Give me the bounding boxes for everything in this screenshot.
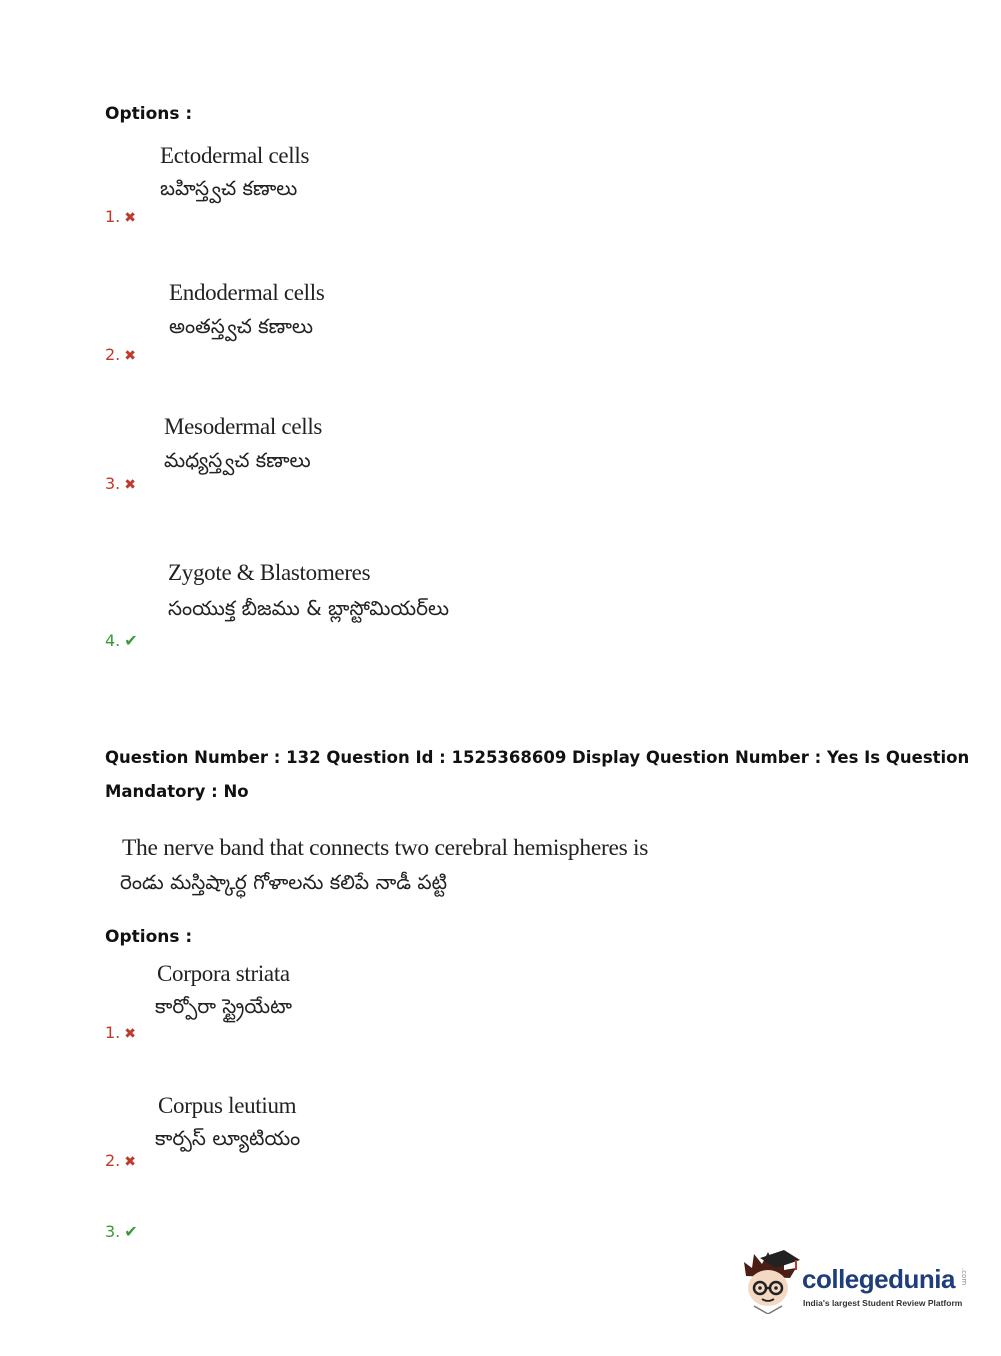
option-number: 3. [105,474,121,493]
cross-icon: ✖ [124,348,136,364]
option-number: 2. [105,1151,121,1170]
options-label: Options : [105,927,193,947]
collegedunia-logo [740,1248,970,1318]
option-number: 1. [105,207,121,226]
check-icon: ✔ [124,631,138,650]
options-label: Options : [105,104,193,124]
option-2-number [105,1151,136,1170]
option-4-english: Zygote & Blastomeres [168,560,371,585]
question-meta [105,741,970,809]
option-number: 2. [105,345,121,364]
option-1-number [105,207,136,226]
option-2-english: Endodermal cells [169,280,325,305]
option-4-number [105,631,138,650]
cross-icon: ✖ [124,1026,136,1042]
logo-com: .com [960,1268,968,1286]
option-1-english: Ectodermal cells [160,143,310,168]
option-2-number [105,345,136,364]
option-number: 4. [105,631,121,650]
mascot-icon [740,1248,802,1314]
option-number: 1. [105,1023,121,1042]
option-2-english: Corpus leutium [158,1093,297,1118]
cross-icon: ✖ [124,210,136,226]
option-4-telugu: సంయుక్త బీజము & బ్లాస్టోమియర్‌లు [168,596,450,620]
question-text-english: The nerve band that connects two cerebral hemispheres is [122,835,649,861]
logo-name: collegedunia [802,1264,955,1294]
option-3-number [105,1222,138,1241]
option-2-telugu: కార్పస్ ల్యూటియం [155,1126,301,1150]
question-text-telugu: రెండు మస్తిష్కార్ధ గోళాలను కలిపే నాడీ పట్టి [120,870,448,894]
option-1-number [105,1023,136,1042]
option-3-number [105,474,136,493]
option-1-telugu: బహిస్త్వచ కణాలు [160,176,298,200]
cross-icon: ✖ [124,477,136,493]
option-3-telugu: మధ్యస్త్వచ కణాలు [164,448,311,472]
option-1-telugu: కార్పోరా స్ట్రైయేటా [155,994,293,1018]
check-icon: ✔ [124,1222,138,1241]
option-number: 3. [105,1222,121,1241]
logo-tagline: India's largest Student Review Platform [803,1298,963,1308]
option-3-english: Mesodermal cells [164,414,323,439]
question-meta-line-2: Mandatory : No [105,782,249,801]
option-2-telugu: అంతస్త్వచ కణాలు [169,314,314,338]
question-meta-line-1: Question Number : 132 Question Id : 1525368609 Display Question Number : Yes Is Question [105,748,970,767]
cross-icon: ✖ [124,1154,136,1170]
option-1-english: Corpora striata [157,961,290,986]
